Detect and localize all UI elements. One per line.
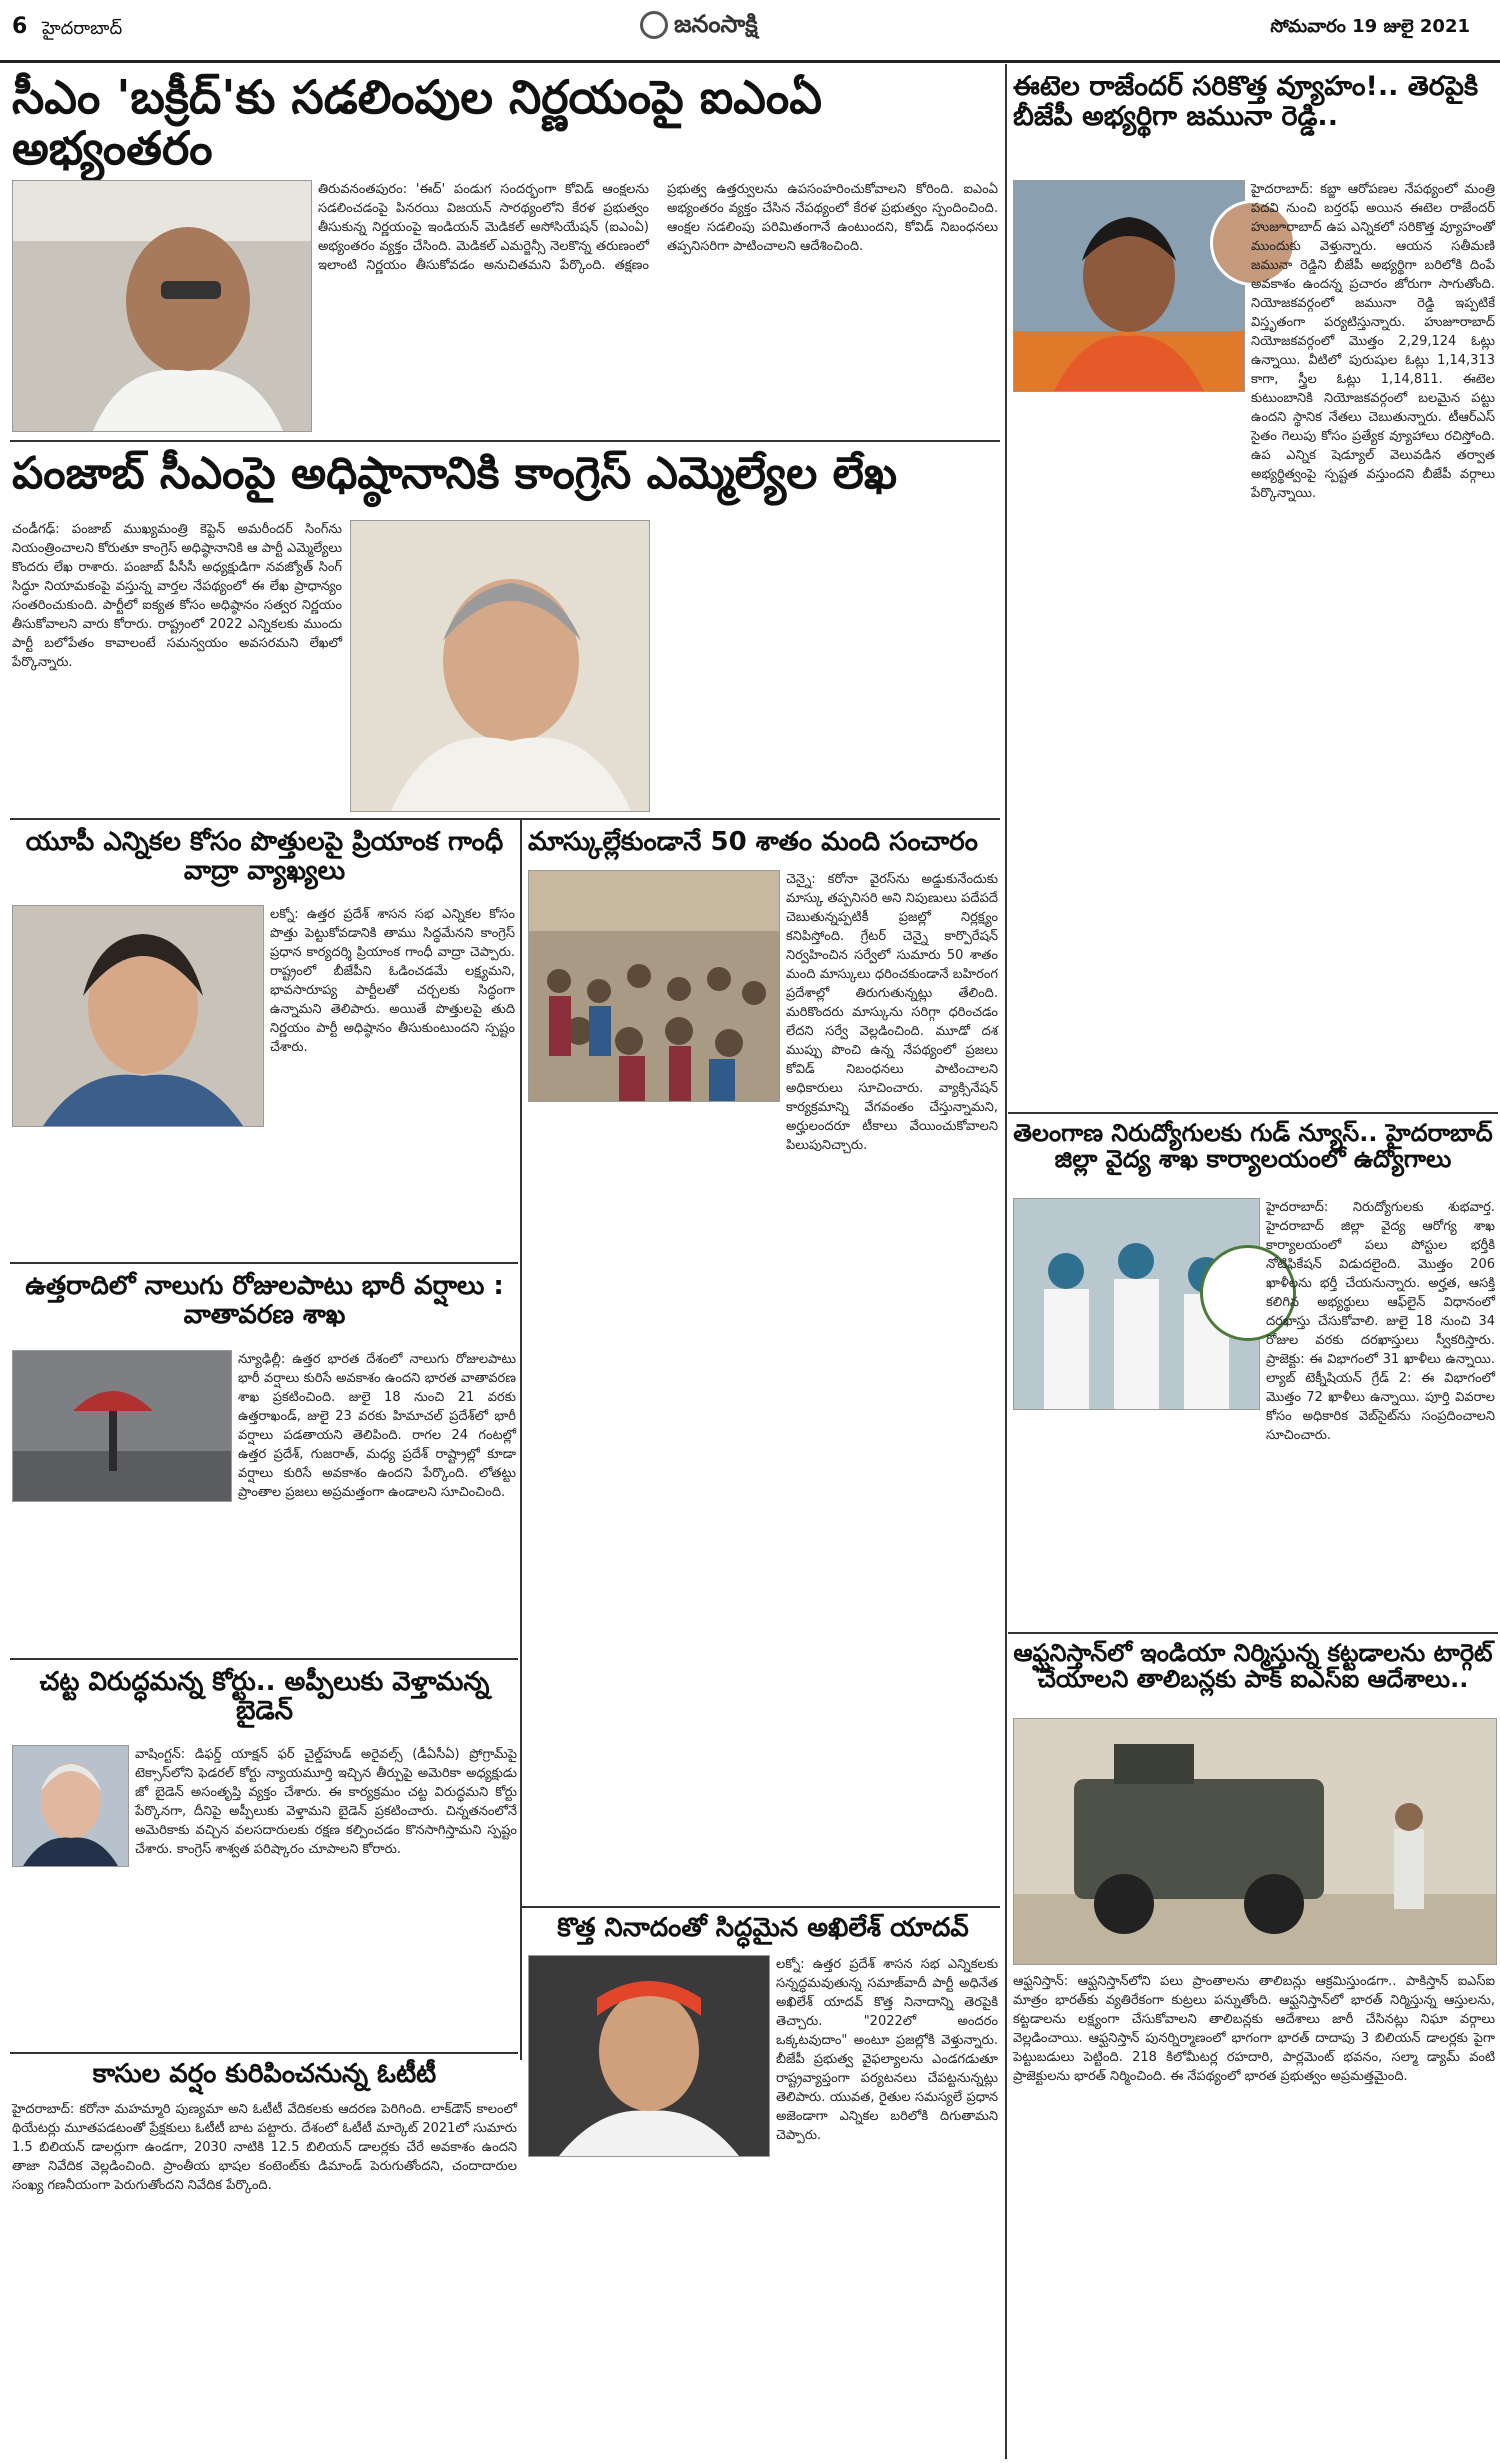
article-headline: సీఎం 'బక్రీద్'కు సడలింపుల నిర్ణయంపై ఐఎంఏ అభ్యంతరం [12, 70, 822, 175]
article-body-cont [528, 2162, 998, 2452]
news-photo [12, 1350, 232, 1502]
article-body-cont [1013, 1415, 1495, 1625]
news-photo [12, 180, 312, 432]
article-body: చెన్నై: కరోనా వైరస్‌ను అడ్డుకునేందుకు మాస్కు తప్పనిసరి అని నిపుణులు పదేపదే చెబుతున్నప్పటికీ ప్రజల్లో నిర్లక్ష్యం కనిపిస్తోంది. గ్రేటర్ చెన్నై కార్పొరేషన్ నిర్వహించిన సర్వేలో సుమారు 50 శాతం మంది మాస్కులు ధరించకుండానే బహిరంగ ప్రదేశాల్లో తిరుగుతున్నట్లు తేలింది. మరికొందరు మాస్కును సరిగ్గా ధరించడం లేదని సర్వే వెల్లడించింది. మూడో దశ ముప్పు పొంచి ఉన్న నేపథ్యంలో ప్రజలు కోవిడ్ నిబంధనలు పాటించాలని అధికారులు సూచించారు. వ్యాక్సినేషన్ కార్యక్రమాన్ని వేగవంతం చేస్తున్నామని, అర్హులందరూ టీకాలు వేయించుకోవాలని పిలుపునిచ్చారు. [786, 872, 998, 1153]
article-headline: యూపీ ఎన్నికల కోసం పొత్తులపై ప్రియాంక గాంధీ వాద్రా వ్యాఖ్యలు [25, 827, 504, 886]
portrait-image [13, 906, 263, 1126]
article-headline: కాసుల వర్షం కురిపించనున్న ఓటీటీ [92, 2059, 437, 2089]
article-headline: తెలంగాణ నిరుద్యోగులకు గుడ్ న్యూస్.. హైదరాబాద్ జిల్లా వైద్య శాఖ కార్యాలయంలో ఉద్యోగాలు [1013, 1119, 1493, 1174]
article-headline: కొత్త నినాదంతో సిద్ధమైన అఖిలేశ్ యాదవ్ [557, 1913, 969, 1943]
news-photo [528, 1955, 770, 2157]
portrait-image [13, 1746, 128, 1866]
portrait-image [351, 521, 649, 811]
section-rule [522, 1906, 1000, 1908]
section-rule [10, 818, 1000, 820]
article-body-cont [656, 520, 998, 810]
column-divider [1005, 64, 1007, 2459]
article-body: తిరువనంతపురం: 'ఈద్' పండుగ సందర్భంగా కోవిడ్ ఆంక్షలను సడలించడంపై పినరయి విజయన్ సారథ్యంలోని కేరళ ప్రభుత్వం తీసుకున్న నిర్ణయంపై ఇండియన్ మెడికల్ అసోసియేషన్ (ఐఎంఏ) అభ్యంతరం వ్యక్తం చేసింది. మెడికల్ ఎమర్జెన్సీ నెలకొన్న తరుణంలో ఇలాంటి నిర్ణయం తీసుకోవడం అనుచితమని పేర్కొంది. తక్షణం ప్రభుత్వ ఉత్తర్వులను ఉపసంహరించుకోవాలని కోరింది. ఐఎంఏ అభ్యంతరం వ్యక్తం చేసిన నేపథ్యంలో కేరళ ప్రభుత్వం స్పందించింది. ఆంక్షల సడలింపు పరిమితంగానే ఉంటుందని, కోవిడ్ నిబంధనలు తప్పనిసరిగా పాటించాలని ఆదేశించింది. [318, 182, 998, 273]
article-body: చండీగఢ్: పంజాబ్ ముఖ్యమంత్రి కెప్టెన్ అమరీందర్ సింగ్‌ను నియంత్రించాలని కోరుతూ కాంగ్రెస్ అధిష్ఠానానికి ఆ పార్టీ ఎమ్మెల్యేలు కొందరు లేఖ రాశారు. పంజాబ్ పీసీసీ అధ్యక్షుడిగా నవజ్యోత్ సింగ్ సిద్ధూ నియామకంపై వస్తున్న వార్తల నేపథ్యంలో ఈ లేఖ ప్రాధాన్యం సంతరించుకుంది. పార్టీలో ఐక్యత కోసం అధిష్ఠానం సత్వర నిర్ణయం తీసుకోవాలని వారు కోరారు. రాష్ట్రంలో 2022 ఎన్నికలకు ముందు పార్టీ బలోపేతం కావాలంటే సమన్వయం అవసరమని లేఖలో పేర్కొన్నారు. [12, 522, 342, 670]
article-body-cont [1013, 395, 1495, 1105]
section-rule [1008, 1632, 1498, 1634]
section-rule [10, 1262, 518, 1264]
article-headline: ఉత్తరాదిలో నాలుగు రోజులపాటు భారీ వర్షాలు : వాతావరణ శాఖ [25, 1271, 504, 1330]
news-photo [1013, 1718, 1497, 1965]
news-photo [12, 905, 264, 1127]
section-rule [1008, 1112, 1498, 1114]
armored-vehicle-image [1014, 1719, 1496, 1964]
article-headline: ఆఫ్ఘనిస్తాన్‌లో ఇండియా నిర్మిస్తున్న కట్టడాలను టార్గెట్ చేయాలని తాలిబన్లకు పాక్ ఐఎస్ఐ ఆదేశాలు.. [1013, 1639, 1493, 1694]
issue-date: సోమవారం 19 జులై 2021 [1270, 16, 1470, 37]
rain-street-image [13, 1351, 231, 1501]
section-rule [10, 2052, 518, 2054]
portrait-image [13, 181, 311, 431]
article-headline: పంజాబ్ సీఎంపై అధిష్ఠానానికి కాంగ్రెస్ ఎమ్మెల్యేల లేఖ [12, 448, 898, 499]
paper-name: జనంసాక్షి [674, 10, 758, 38]
article-headline: మాస్కుల్లేకుండానే 50 శాతం మంది సంచారం [528, 827, 978, 857]
news-photo [528, 870, 780, 1102]
crowd-market-image [529, 871, 779, 1101]
logo-icon [640, 11, 668, 39]
article-body: వాషింగ్టన్: డిఫర్డ్ యాక్షన్ ఫర్ చైల్డ్‌హుడ్ అరైవల్స్ (డీఏసీఏ) ప్రోగ్రామ్‌పై టెక్సాస్‌లోని ఫెడరల్ కోర్టు న్యాయమూర్తి ఇచ్చిన తీర్పుపై అమెరికా అధ్యక్షుడు జో బైడెన్ అసంతృప్తి వ్యక్తం చేశారు. ఈ కార్యక్రమం చట్ట విరుద్ధమని కోర్టు పేర్కొనగా, దీనిపై అప్పీలుకు వెళ్తామని బైడెన్ ప్రకటించారు. చిన్నతనంలోనే అమెరికాకు వచ్చిన వలసదారులకు రక్షణ కల్పించడం కొనసాగిస్తామని స్పష్టం చేశారు. కాంగ్రెస్ శాశ్వత పరిష్కారం చూపాలని కోరారు. [135, 1747, 517, 1857]
article-headline: చట్ట విరుద్ధమన్న కోర్టు.. అప్పీలుకు వెళ్తామన్న బైడెన్ [39, 1667, 490, 1726]
page-number: 6 [12, 14, 28, 39]
article-body: హైదరాబాద్: కబ్జా ఆరోపణల నేపథ్యంలో మంత్రి పదవి నుంచి బర్తరఫ్ అయిన ఈటెల రాజేందర్ హుజూరాబాద్ ఉప ఎన్నికలో సరికొత్త వ్యూహంతో ముందుకు వెళ్తున్నారు. ఆయన సతీమణి జమునా రెడ్డిని బీజేపీ అభ్యర్థిగా బరిలోకి దింపే అవకాశం ఉందన్న ప్రచారం జోరుగా సాగుతోంది. నియోజకవర్గంలో జమునా రెడ్డి ఇప్పటికే విస్తృతంగా పర్యటిస్తున్నారు. హుజూరాబాద్ నియోజకవర్గంలో మొత్తం 2,29,124 ఓట్లు ఉన్నాయి. వీటిలో పురుషుల ఓట్లు 1,14,313 కాగా, స్త్రీల ఓట్లు 1,14,811. ఈటెల కుటుంబానికి నియోజకవర్గంలో బలమైన పట్టు ఉందని స్థానిక నేతలు చెబుతున్నారు. టీఆర్ఎస్ సైతం గెలుపు కోసం ప్రత్యేక వ్యూహాలు రచిస్తోంది. ఉప ఎన్నిక షెడ్యూల్ వెలువడిన తర్వాత అభ్యర్థిత్వంపై స్పష్టత వస్తుందని బీజేపీ వర్గాలు పేర్కొన్నాయి. [1251, 182, 1495, 501]
portrait-image [529, 1956, 769, 2156]
article-body: లక్నో: ఉత్తర ప్రదేశ్ శాసన సభ ఎన్నికల కోసం పొత్తు పెట్టుకోవడానికి తాము సిద్ధమేనని కాంగ్రెస్ ప్రధాన కార్యదర్శి ప్రియాంక గాంధీ వాద్రా చెప్పారు. రాష్ట్రంలో బీజేపీని ఓడించడమే లక్ష్యమని, భావసారూప్య పార్టీలతో చర్చలకు సిద్ధంగా ఉన్నామని తెలిపారు. అయితే పొత్తులపై తుది నిర్ణయం పార్టీ అధిష్ఠానం తీసుకుంటుందని స్పష్టం చేశారు. [270, 907, 515, 1055]
section-rule [10, 440, 1000, 442]
article-body-cont [528, 1108, 998, 1898]
news-photo [350, 520, 650, 812]
city-label: హైదరాబాద్ [42, 18, 123, 39]
news-photo [12, 1745, 129, 1867]
section-rule [10, 1658, 518, 1660]
news-photo [1013, 180, 1245, 392]
article-body: న్యూఢిల్లీ: ఉత్తర భారత దేశంలో నాలుగు రోజులపాటు భారీ వర్షాలు కురిసే అవకాశం ఉందని భారత వాతావరణ శాఖ ప్రకటించింది. జులై 18 నుంచి 21 వరకు ఉత్తరాఖండ్, జులై 23 వరకు హిమాచల్ ప్రదేశ్‌లో భారీ వర్షాలు పడతాయని తెలిపింది. రాగల 24 గంటల్లో ఉత్తర ప్రదేశ్, గుజరాత్, మధ్య ప్రదేశ్ రాష్ట్రాల్లో కూడా వర్షాలు కురిసే అవకాశం ఉందని పేర్కొంది. లోతట్టు ప్రాంతాల ప్రజలు అప్రమత్తంగా ఉండాలని సూచించింది. [238, 1352, 516, 1500]
column-divider [520, 820, 522, 2060]
candidate-photo [1014, 181, 1244, 391]
article-body: హైదరాబాద్: నిరుద్యోగులకు శుభవార్త. హైదరాబాద్ జిల్లా వైద్య ఆరోగ్య శాఖ కార్యాలయంలో పలు పోస్టుల భర్తీకి నోటిఫికేషన్ విడుదలైంది. మొత్తం 206 ఖాళీలను భర్తీ చేయనున్నారు. అర్హత, ఆసక్తి కలిగిన అభ్యర్థులు ఆఫ్‌లైన్ విధానంలో దరఖాస్తు చేసుకోవాలి. జులై 18 నుంచి 34 రోజుల వరకు దరఖాస్తులు స్వీకరిస్తారు. ప్రాజెక్టు: ఈ విభాగంలో 31 ఖాళీలు ఉన్నాయి. ల్యాబ్ టెక్నీషియన్ గ్రేడ్ 2: ఈ విభాగంలో మొత్తం 72 ఖాళీలు ఉన్నాయి. పూర్తి వివరాల కోసం అధికారిక వెబ్‌సైట్‌ను సంప్రదించాలని సూచించారు. [1266, 1200, 1495, 1443]
article-headline: ఈటెల రాజేందర్ సరికొత్త వ్యూహం!.. తెరపైకి బీజేపీ అభ్యర్థిగా జమునా రెడ్డి.. [1013, 71, 1479, 132]
article-body: ఆఫ్ఘనిస్తాన్: ఆఫ్ఘనిస్తాన్‌లోని పలు ప్రాంతాలను తాలిబన్లు ఆక్రమిస్తుండగా.. పాకిస్తాన్ ఐఎస్ఐ మాత్రం భారత్‌కు వ్యతిరేకంగా కుట్రలు పన్నుతోంది. ఆఫ్ఘనిస్తాన్‌లో భారత్ నిర్మిస్తున్న ఆస్తులను, కట్టడాలను లక్ష్యంగా చేసుకోవాలని తాలిబన్లకు ఆదేశాలు జారీ చేసినట్లు నిఘా వర్గాలు వెల్లడించాయి. ఆఫ్ఘనిస్తాన్ పునర్నిర్మాణంలో భాగంగా భారత్ దాదాపు 3 బిలియన్ డాలర్లకు పైగా పెట్టుబడులు పెట్టింది. 218 కిలోమీటర్ల రహదారి, పార్లమెంట్ భవనం, సల్మా డ్యామ్ వంటి ప్రాజెక్టులను భారత్ నిర్మించింది. ఈ నేపథ్యంలో భారత ప్రభుత్వం అప్రమత్తమైంది. [1013, 1974, 1495, 2084]
masthead [0, 0, 1500, 60]
article-body: హైదరాబాద్: కరోనా మహమ్మారి పుణ్యమా అని ఓటీటీ వేదికలకు ఆదరణ పెరిగింది. లాక్‌డౌన్ కాలంలో థియేటర్లు మూతపడటంతో ప్రేక్షకులు ఓటీటీ బాట పట్టారు. దేశంలో ఓటీటీ మార్కెట్ 2021లో సుమారు 1.5 బిలియన్ డాలర్లుగా ఉండగా, 2030 నాటికి 12.5 బిలియన్ డాలర్లకు చేరే అవకాశం ఉందని తాజా నివేదిక వెల్లడించింది. ప్రాంతీయ భాషల కంటెంట్‌కు డిమాండ్ పెరుగుతోందని, చందాదారుల సంఖ్య గణనీయంగా పెరుగుతోందని నివేదిక పేర్కొంది. [12, 2102, 517, 2193]
paper-logo [640, 10, 758, 44]
masthead-rule [0, 60, 1500, 63]
article-body: లక్నో: ఉత్తర ప్రదేశ్ శాసన సభ ఎన్నికలకు సన్నద్ధమవుతున్న సమాజ్‌వాదీ పార్టీ అధినేత అఖిలేశ్ యాదవ్ కొత్త నినాదాన్ని తెరపైకి తెచ్చారు. "2022లో అందరం ఒక్కటవుదాం" అంటూ ప్రజల్లోకి వెళ్తున్నారు. బీజేపీ ప్రభుత్వ వైఫల్యాలను ఎండగడుతూ రాష్ట్రవ్యాప్తంగా పర్యటనలు చేపట్టనున్నట్లు తెలిపారు. యువత, రైతుల సమస్యలే ప్రధాన అజెండాగా ఎన్నికల బరిలోకి దిగుతామని చెప్పారు. [776, 1957, 998, 2143]
